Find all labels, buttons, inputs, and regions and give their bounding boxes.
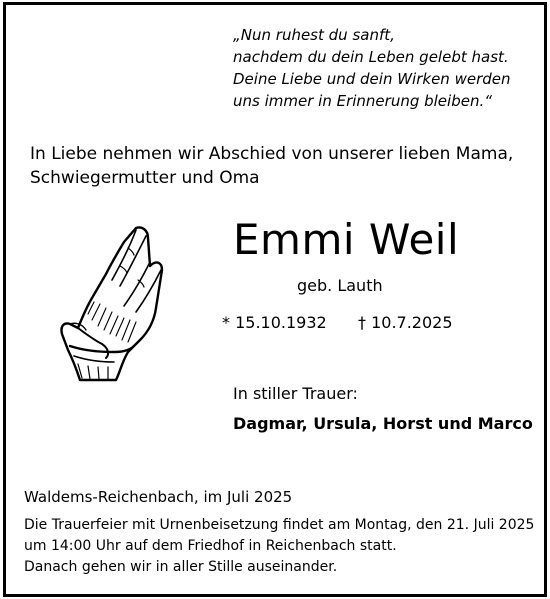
place-and-date: Waldems-Reichenbach, im Juli 2025 — [24, 488, 293, 506]
birth-date: * 15.10.1932 — [222, 313, 327, 332]
intro-line: Schwiegermutter und Oma — [30, 168, 260, 188]
memorial-quote — [233, 24, 533, 112]
quote-line: „Nun ruhest du sanft, — [233, 26, 395, 44]
life-dates — [222, 313, 453, 333]
farewell-intro — [30, 142, 530, 190]
funeral-line: Die Trauerfeier mit Urnenbeisetzung findet am Montag, den 21. Juli 2025 — [24, 517, 535, 533]
funeral-line: um 14:00 Uhr auf dem Friedhof in Reichenbach statt. — [24, 538, 397, 554]
funeral-line: Danach gehen wir in aller Stille auseinander. — [24, 559, 338, 575]
funeral-details — [24, 515, 534, 578]
mourner-names: Dagmar, Ursula, Horst und Marco — [233, 414, 533, 433]
mourning-label: In stiller Trauer: — [233, 384, 358, 403]
birth-name: geb. Lauth — [297, 276, 383, 295]
praying-hands-icon — [58, 222, 170, 384]
quote-line: uns immer in Erinnerung bleiben.“ — [233, 92, 492, 110]
intro-line: In Liebe nehmen wir Abschied von unserer lieben Mama, — [30, 144, 514, 164]
deceased-name: Emmi Weil — [233, 215, 460, 264]
quote-line: nachdem du dein Leben gelebt hast. — [233, 48, 509, 66]
quote-line: Deine Liebe und dein Wirken werden — [233, 70, 511, 88]
death-date: † 10.7.2025 — [358, 313, 453, 332]
